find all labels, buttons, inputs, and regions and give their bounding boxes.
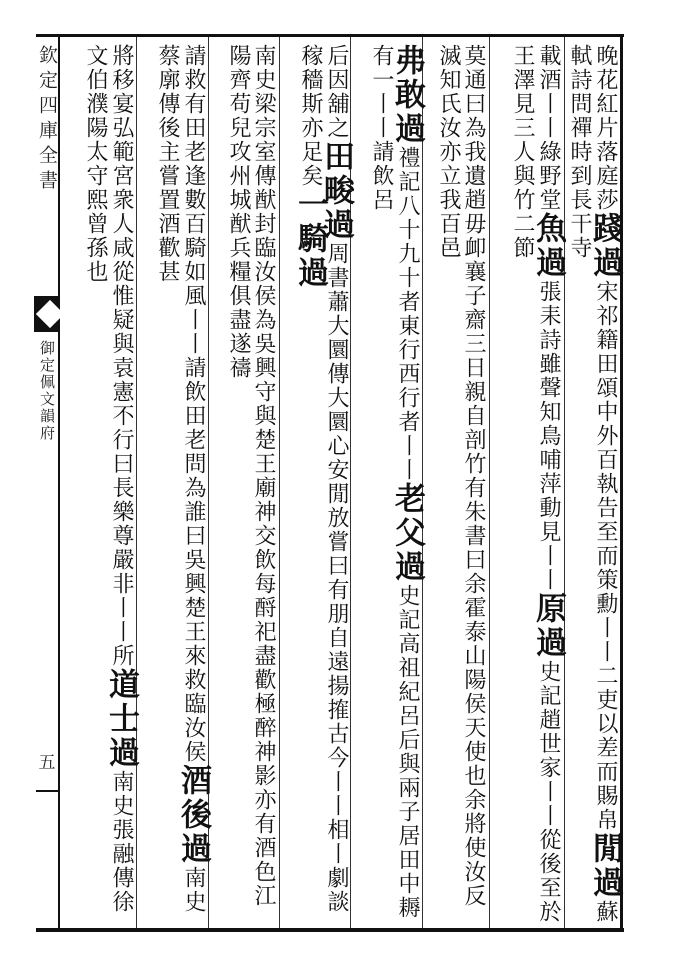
column-divider	[489, 37, 490, 928]
headword: 魚過	[530, 212, 566, 280]
book-title: 欽定四庫全書	[36, 45, 58, 195]
annotation-text: 宋祁籍田頌中外百執告至而策勳丨丨二吏以差而賜帛	[593, 280, 618, 832]
page-number-rule	[36, 790, 58, 792]
right-border	[620, 34, 623, 932]
volume-title: 御定佩文韻府	[38, 340, 56, 442]
column-divider	[564, 37, 565, 928]
annotation-text: 周書蕭大圜傳大圜心安閒放嘗曰有朋自遠揚搉古今丨丨相丨劇談稼穡斯亦足矣	[298, 44, 349, 914]
text-column-4	[354, 44, 425, 926]
headword: 田畯過	[318, 140, 354, 242]
headword: 酒後過	[175, 764, 211, 866]
bottom-border	[36, 928, 624, 932]
annotation-text: 張耒詩雖聲知鳥哺萍動見丨丨	[536, 280, 561, 592]
column-divider	[279, 37, 280, 928]
annotation-text: 莫通曰為我遺趙毋卹襄子齋三日親自剖竹有朱書曰余霍泰山陽侯天使也余將使汝反滅知氏汝亦立我百邑	[436, 44, 486, 908]
text-column-8	[64, 44, 139, 926]
margin-border	[58, 34, 60, 932]
headword: 閒過	[587, 832, 623, 900]
headword: 老父過	[389, 482, 425, 584]
top-border	[36, 34, 624, 37]
text-column-7	[140, 44, 211, 926]
text-column-6	[212, 44, 276, 926]
annotation-text: 載酒丨丨綠野堂	[536, 44, 561, 212]
annotation-text: 南史蔡廓傳後主嘗置酒歡甚	[155, 44, 206, 914]
annotation-text: 禮記八十九十者東行西行者丨丨	[395, 146, 420, 482]
annotation-text: 后因舖之	[324, 44, 349, 140]
text-column-1	[567, 44, 623, 926]
headword: 原過	[530, 592, 566, 660]
page-number: 五	[38, 753, 56, 773]
annotation-text: 史記趙世家丨丨從後至於王澤見三人與竹二節	[510, 44, 561, 924]
annotation-text: 史記高祖紀呂后與兩子居田中耨有一丨丨請飲呂	[369, 44, 420, 920]
headword: 弗敢過	[389, 44, 425, 146]
text-column-2	[493, 44, 566, 926]
annotation-text: 南史張融傳徐文伯濮陽太守熙曾孫也	[83, 44, 134, 914]
text-column-3	[426, 44, 486, 926]
fishtail-mark	[34, 296, 60, 332]
headword: 一騎過	[292, 188, 328, 290]
annotation-text: 晚花紅片落庭莎	[593, 44, 618, 212]
headword: 道士過	[103, 668, 139, 770]
annotation-text: 蘇軾詩問禪時到長干寺	[567, 44, 618, 924]
column-divider	[136, 37, 137, 928]
annotation-text: 將移宴弘範宮衆人咸從惟疑與袁憲不行曰長樂尊嚴非丨丨所	[109, 44, 134, 668]
headword: 踐過	[587, 212, 623, 280]
text-column-5	[283, 44, 354, 926]
annotation-text: 請救有田老逢數百騎如風丨丨請飲田老問為誰曰吳興楚王來救臨汝侯	[181, 44, 206, 764]
annotation-text: 南史梁宗室傳猷封臨汝侯為吳興守與楚王廟神交飲每酹祀盡歡極醉神影亦有酒色江陽齊苟兒攻州城猷兵糧俱盡遂禱	[226, 44, 276, 908]
